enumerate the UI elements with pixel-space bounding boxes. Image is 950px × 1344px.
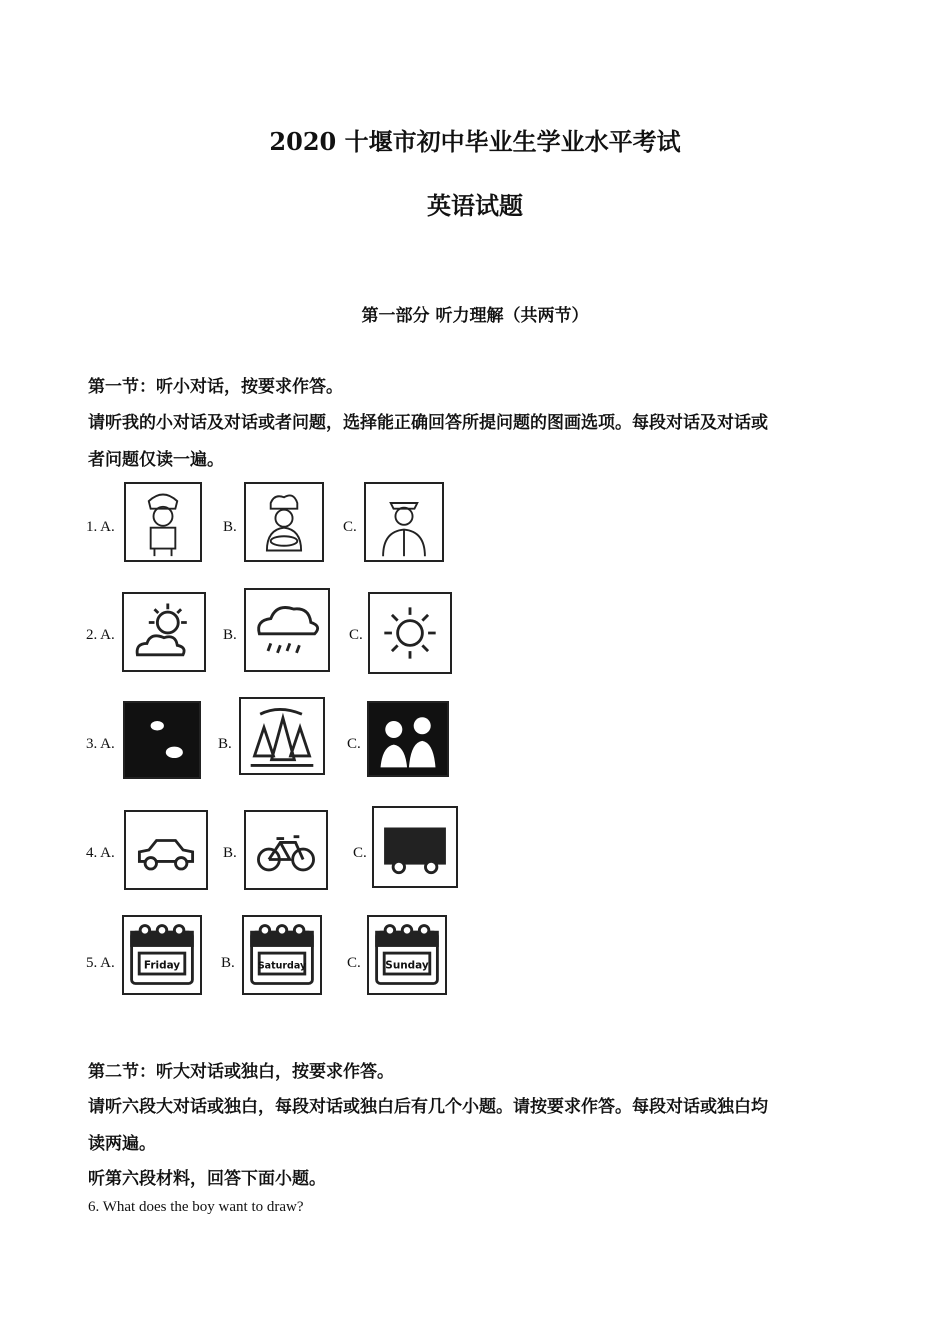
question-5-label-a[interactable]: 5. A. [86, 955, 115, 971]
sun-icon[interactable] [368, 592, 452, 674]
question-4-label-c[interactable]: C. [353, 845, 367, 861]
section2-material: 听第六段材料，回答下面小题。 [88, 1169, 326, 1189]
question-1-label-a[interactable]: 1. A. [86, 519, 115, 535]
people-icon[interactable] [367, 701, 449, 777]
question-1-label-c[interactable]: C. [343, 519, 357, 535]
section2-instruction-line2: 读两遍。 [88, 1134, 156, 1154]
question-3-label-b[interactable]: B. [218, 736, 232, 752]
bus-icon[interactable] [372, 806, 458, 888]
part-title: 第一部分 听力理解（共两节） [361, 306, 589, 326]
question-1-label-b[interactable]: B. [223, 519, 237, 535]
question-2-label-a[interactable]: 2. A. [86, 627, 115, 643]
calendar-friday-icon[interactable] [122, 915, 202, 995]
question-5-label-b[interactable]: B. [221, 955, 235, 971]
section1-instruction-line2: 者问题仅读一遍。 [88, 450, 224, 470]
exam-subtitle: 英语试题 [427, 191, 523, 220]
section2-instruction-line1: 请听六段大对话或独白，每段对话或独白后有几个小题。请按要求作答。每段对话或独白均 [88, 1097, 768, 1117]
calendar-sunday-icon[interactable] [367, 915, 447, 995]
cook-boy-icon[interactable] [124, 482, 202, 562]
dark-scene-icon[interactable] [123, 701, 201, 779]
forest-icon[interactable] [239, 697, 325, 775]
question-5-label-c[interactable]: C. [347, 955, 361, 971]
rain-cloud-icon[interactable] [244, 588, 330, 672]
partly-cloudy-icon[interactable] [122, 592, 206, 672]
calendar-saturday-label: Saturday [257, 960, 307, 972]
question-3-label-a[interactable]: 3. A. [86, 736, 115, 752]
question-2-label-c[interactable]: C. [349, 627, 363, 643]
exam-title: 2020 十堰市初中毕业生学业水平考试 [269, 127, 681, 156]
police-officer-icon[interactable] [364, 482, 444, 562]
chef-icon[interactable] [244, 482, 324, 562]
question-4-label-a[interactable]: 4. A. [86, 845, 115, 861]
section1-heading: 第一节：听小对话，按要求作答。 [88, 377, 343, 397]
car-icon[interactable] [124, 810, 208, 890]
section2-heading: 第二节：听大对话或独白，按要求作答。 [88, 1062, 394, 1082]
calendar-friday-label: Friday [143, 959, 181, 972]
question-6-text: 6. What does the boy want to draw? [88, 1199, 304, 1215]
question-2-label-b[interactable]: B. [223, 627, 237, 643]
calendar-saturday-icon[interactable] [242, 915, 322, 995]
question-4-label-b[interactable]: B. [223, 845, 237, 861]
calendar-sunday-label: Sunday [385, 959, 429, 972]
bicycle-icon[interactable] [244, 810, 328, 890]
question-3-label-c[interactable]: C. [347, 736, 361, 752]
section1-instruction-line1: 请听我的小对话及对话或者问题，选择能正确回答所提问题的图画选项。每段对话及对话或 [88, 413, 768, 433]
